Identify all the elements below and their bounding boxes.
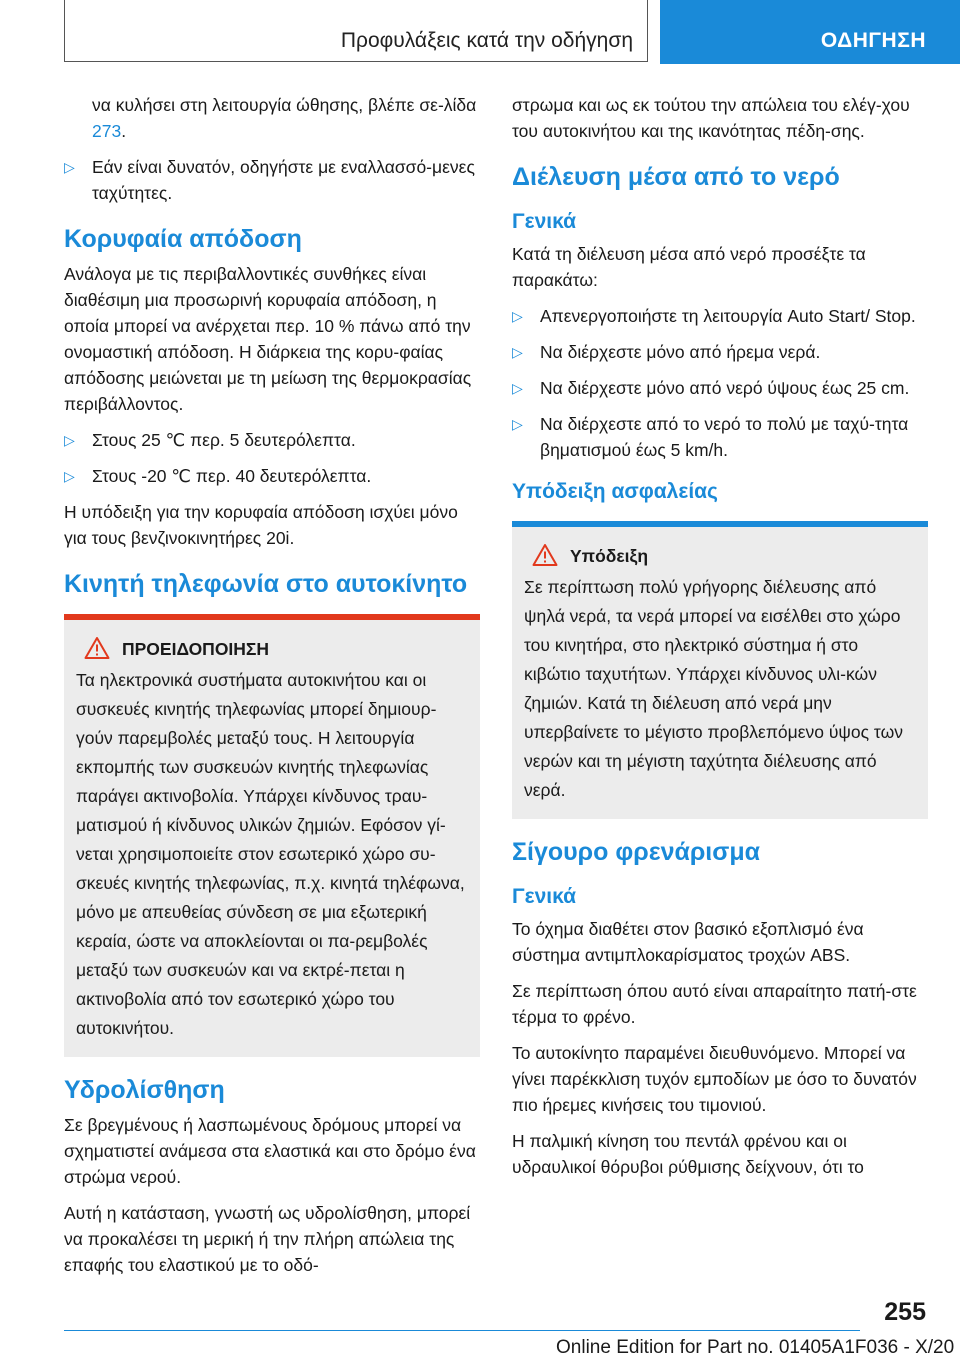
peak-paragraph: Ανάλογα με τις περιβαλλοντικές συνθήκες είναι διαθέσιμη μια προσωρινή κορυφαία απόδοση, η οποία μπορεί να ανέρχεται περ. 10 % πάνω από την ονομαστική απόδοση. Η διάρκεια της κορυ-φαίας απόδοσης μειώνεται με τη μείωση της θερμοκρασίας περιβάλλοντος. <box>64 264 472 414</box>
list-item: ▷ Να διέρχεστε από το νερό το πολύ με ταχύ-τητα βηματισμού έως 5 km/h. <box>512 411 928 463</box>
triangle-bullet-icon: ▷ <box>512 308 523 324</box>
note-title: Υπόδειξη <box>570 546 649 566</box>
subheading-general: Γενικά <box>512 210 577 233</box>
triangle-bullet-icon: ▷ <box>64 432 75 448</box>
subheading-safety-note: Υπόδειξη ασφαλείας <box>512 480 718 503</box>
footer-divider <box>64 1330 860 1331</box>
left-column <box>64 92 480 1288</box>
page-header <box>0 0 960 64</box>
page-link[interactable]: 273 <box>92 121 122 141</box>
heading-safe-braking: Σίγουρο φρενάρισμα <box>512 838 761 866</box>
braking-paragraph-4: Η παλμική κίνηση του πεντάλ φρένου και οι υδραυλικοί θόρυβοι ρύθμισης δείχνουν, ότι το <box>512 1131 864 1177</box>
list-item: ▷ Να διέρχεστε μόνο από νερό ύψους έως 25 cm. <box>512 375 928 401</box>
heading-peak-performance: Κορυφαία απόδοση <box>64 225 302 253</box>
continued-paragraph: να κυλήσει στη λειτουργία ώθησης, βλέπε σε-λίδα 273. <box>92 95 477 141</box>
warning-text: Τα ηλεκτρονικά συστήματα αυτοκινήτου και οι συσκευές κινητής τηλεφωνίας μπορεί δημιουρ-γούν παρεμβολές μεταξύ τους. Η λειτουργία εκπομπής των συσκευών κινητής τηλεφωνίας παράγει ακτινοβολία. Υπάρχει κίνδυνος τραυ-ματισμού ή κίνδυνος υλικών ζημιών. Εφόσον γί-νεται χρησιμοποιείτε στον εσωτερικό χώρο συ-σκευές κινητής τηλεφωνίας, π.χ. κινητά τηλέφωνα, μόνο με απευθείας σύνδεση σε μια εξωτερική κεραία, ώστε να αποκλείονται οι πα-ρεμβολές μεταξύ των συσκευών και να εκτρέ-πεται η ακτινοβολία από τον εσωτερικό χώρο του αυτοκινήτου. <box>76 670 465 1038</box>
triangle-bullet-icon: ▷ <box>512 344 523 360</box>
heading-mobile-phone: Κινητή τηλεφωνία στο αυτοκίνητο <box>64 570 468 598</box>
continued-paragraph: στρωμα και ως εκ τούτου την απώλεια του ελέγ-χου του αυτοκινήτου και της ικανότητας πέδη-σης. <box>512 95 910 141</box>
note-text: Σε περίπτωση πολύ γρήγορης διέλευσης από ψηλά νερά, τα νερά μπορεί να εισέλθει στο χώρο του κινητήρα, στο ηλεκτρικό σύστημα ή στο κιβώτιο ταχυτήτων. Υπάρχει κίνδυνος υλι-κών ζημιών. Κατά τη διέλευση από νερά μην υπερβαίνετε το μέγιστο προβλεπόμενο ύψος των νερών και τη μέγιστη ταχύτητα διέλευσης από νερά. <box>524 577 904 800</box>
peak-note-paragraph: Η υπόδειξη για την κορυφαία απόδοση ισχύει μόνο για τους βενζινοκινητήρες 20i. <box>64 502 458 548</box>
subheading-general: Γενικά <box>512 885 577 908</box>
heading-water-crossing: Διέλευση μέσα από το νερό <box>512 163 840 191</box>
page-number: 255 <box>884 1298 926 1326</box>
list-item: ▷ Στους 25 ℃ περ. 5 δευτερόλεπτα. <box>64 427 480 453</box>
chapter-title-box <box>64 0 648 62</box>
warning-title: ΠΡΟΕΙΔΟΠΟΙΗΣΗ <box>122 639 270 659</box>
right-column <box>512 92 928 1190</box>
section-tab <box>660 0 960 64</box>
warning-triangle-icon <box>84 636 110 660</box>
braking-paragraph-3: Το αυτοκίνητο παραμένει διευθυνόμενο. Μπορεί να γίνει παρέκκλιση τυχόν εμποδίων με όσο το δυνατόν πιο ήρεμες κινήσεις του τιμονιού. <box>512 1043 917 1115</box>
list-item: ▷ Απενεργοποιήστε τη λειτουργία Auto Start/ Stop. <box>512 303 928 329</box>
braking-paragraph-1: Το όχημα διαθέτει στον βασικό εξοπλισμό ένα σύστημα αντιμπλοκαρίσματος τροχών ABS. <box>512 919 864 965</box>
warning-triangle-icon <box>532 543 558 567</box>
triangle-bullet-icon: ▷ <box>64 468 75 484</box>
list-item: ▷ Εάν είναι δυνατόν, οδηγήστε με εναλλασσό-μενες ταχύτητες. <box>64 154 480 206</box>
chapter-title: Προφυλάξεις κατά την οδήγηση <box>340 29 633 52</box>
triangle-bullet-icon: ▷ <box>512 416 523 432</box>
aquaplaning-paragraph-2: Αυτή η κατάσταση, γνωστή ως υδρολίσθηση, μπορεί να προκαλέσει τη μερική ή την πλήρη απώλεια της επαφής του ελαστικού με το οδό- <box>64 1203 471 1275</box>
aquaplaning-paragraph-1: Σε βρεγμένους ή λασπωμένους δρόμους μπορεί να σχηματιστεί ανάμεσα στα ελαστικά και στο δρόμο ένα στρώμα νερού. <box>64 1115 476 1187</box>
list-item: ▷ Να διέρχεστε μόνο από ήρεμα νερά. <box>512 339 928 365</box>
triangle-bullet-icon: ▷ <box>512 380 523 396</box>
warning-header <box>76 636 468 662</box>
list-item: ▷ Στους -20 ℃ περ. 40 δευτερόλεπτα. <box>64 463 480 489</box>
note-box <box>512 521 928 819</box>
warning-box <box>64 614 480 1057</box>
section-title: ΟΔΗΓΗΣΗ <box>820 29 926 52</box>
heading-aquaplaning: Υδρολίσθηση <box>64 1076 225 1104</box>
edition-text: Online Edition for Part no. 01405A1F036 - X/20 <box>556 1337 955 1358</box>
braking-paragraph-2: Σε περίπτωση όπου αυτό είναι απαραίτητο πατή-στε τέρμα το φρένο. <box>512 981 917 1027</box>
triangle-bullet-icon: ▷ <box>64 159 75 175</box>
water-intro: Κατά τη διέλευση μέσα από νερό προσέξτε τα παρακάτω: <box>512 244 866 290</box>
note-header <box>524 543 916 569</box>
